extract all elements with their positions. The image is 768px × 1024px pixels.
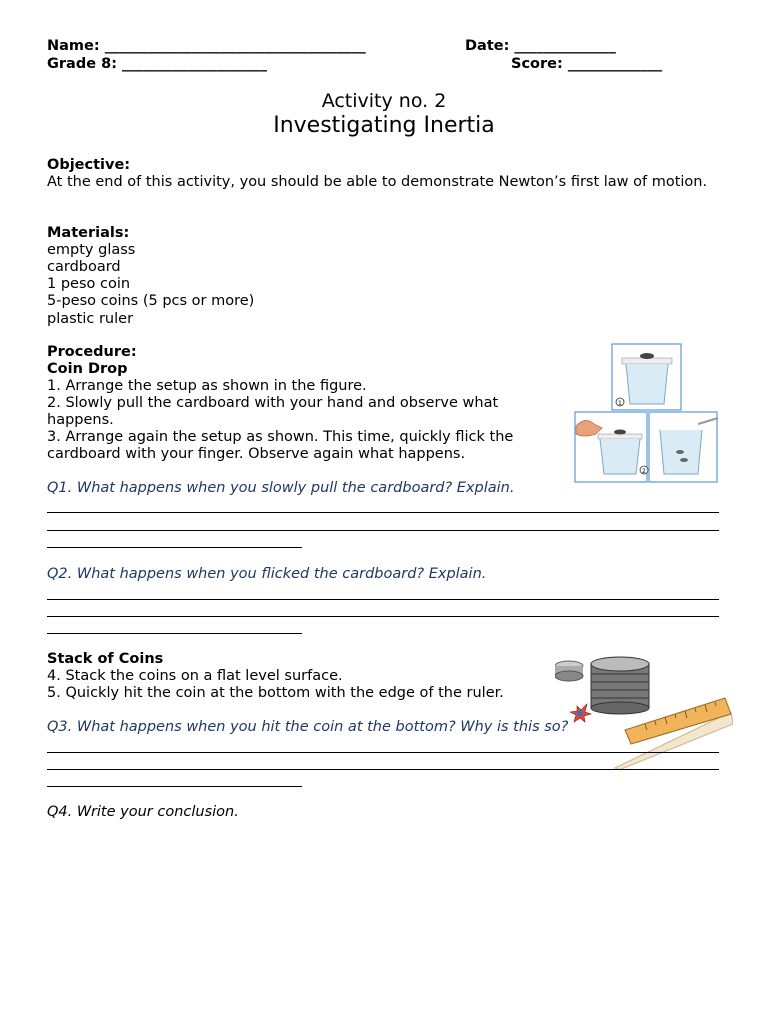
material-item: 1 peso coin bbox=[47, 276, 131, 292]
stack-of-coins-heading: Stack of Coins bbox=[47, 651, 164, 667]
name-field-label: Name: ____________________________________ bbox=[47, 38, 366, 54]
objective-text: At the end of this activity, you should be able to demonstrate Newton’s first law of motion. bbox=[47, 174, 708, 190]
material-item: 5-peso coins (5 pcs or more) bbox=[47, 293, 255, 309]
date-field-label: Date: ______________ bbox=[465, 38, 616, 54]
answer-line bbox=[47, 547, 302, 548]
question-1: Q1. What happens when you slowly pull the cardboard? Explain. bbox=[47, 480, 515, 496]
answer-line bbox=[47, 616, 719, 617]
answer-line bbox=[47, 512, 719, 513]
coin-drop-figure bbox=[572, 342, 720, 484]
objective-heading: Objective: bbox=[47, 157, 131, 173]
procedure-step: 3. Arrange again the setup as shown. This time, quickly flick the cardboard with your finger. Observe again what happens. bbox=[47, 429, 514, 462]
materials-heading: Materials: bbox=[47, 225, 130, 241]
procedure-step: 4. Stack the coins on a flat level surface. bbox=[47, 668, 343, 684]
question-3: Q3. What happens when you hit the coin at the bottom? Why is this so? bbox=[47, 719, 569, 735]
page-title: Investigating Inertia bbox=[273, 113, 495, 138]
answer-line bbox=[47, 769, 719, 770]
score-field-label: Score: _____________ bbox=[511, 56, 663, 72]
procedure-step: 2. Slowly pull the cardboard with your hand and observe what happens. bbox=[47, 395, 499, 428]
grade-field-label: Grade 8: ____________________ bbox=[47, 56, 268, 72]
activity-number: Activity no. 2 bbox=[321, 90, 447, 112]
figure-label-1: 1 bbox=[618, 400, 622, 407]
answer-line bbox=[47, 599, 719, 600]
procedure-step: 1. Arrange the setup as shown in the figure. bbox=[47, 378, 367, 394]
material-item: plastic ruler bbox=[47, 311, 134, 327]
question-4: Q4. Write your conclusion. bbox=[47, 804, 239, 820]
coin-drop-heading: Coin Drop bbox=[47, 361, 128, 377]
material-item: empty glass bbox=[47, 242, 136, 258]
answer-line bbox=[47, 786, 302, 787]
question-2: Q2. What happens when you flicked the cardboard? Explain. bbox=[47, 566, 487, 582]
procedure-heading: Procedure: bbox=[47, 344, 137, 360]
procedure-step: 5. Quickly hit the coin at the bottom with the edge of the ruler. bbox=[47, 685, 504, 701]
figure-label-2: 2 bbox=[642, 468, 646, 475]
answer-line bbox=[47, 633, 302, 634]
answer-line bbox=[47, 752, 719, 753]
answer-line bbox=[47, 530, 719, 531]
material-item: cardboard bbox=[47, 259, 121, 275]
